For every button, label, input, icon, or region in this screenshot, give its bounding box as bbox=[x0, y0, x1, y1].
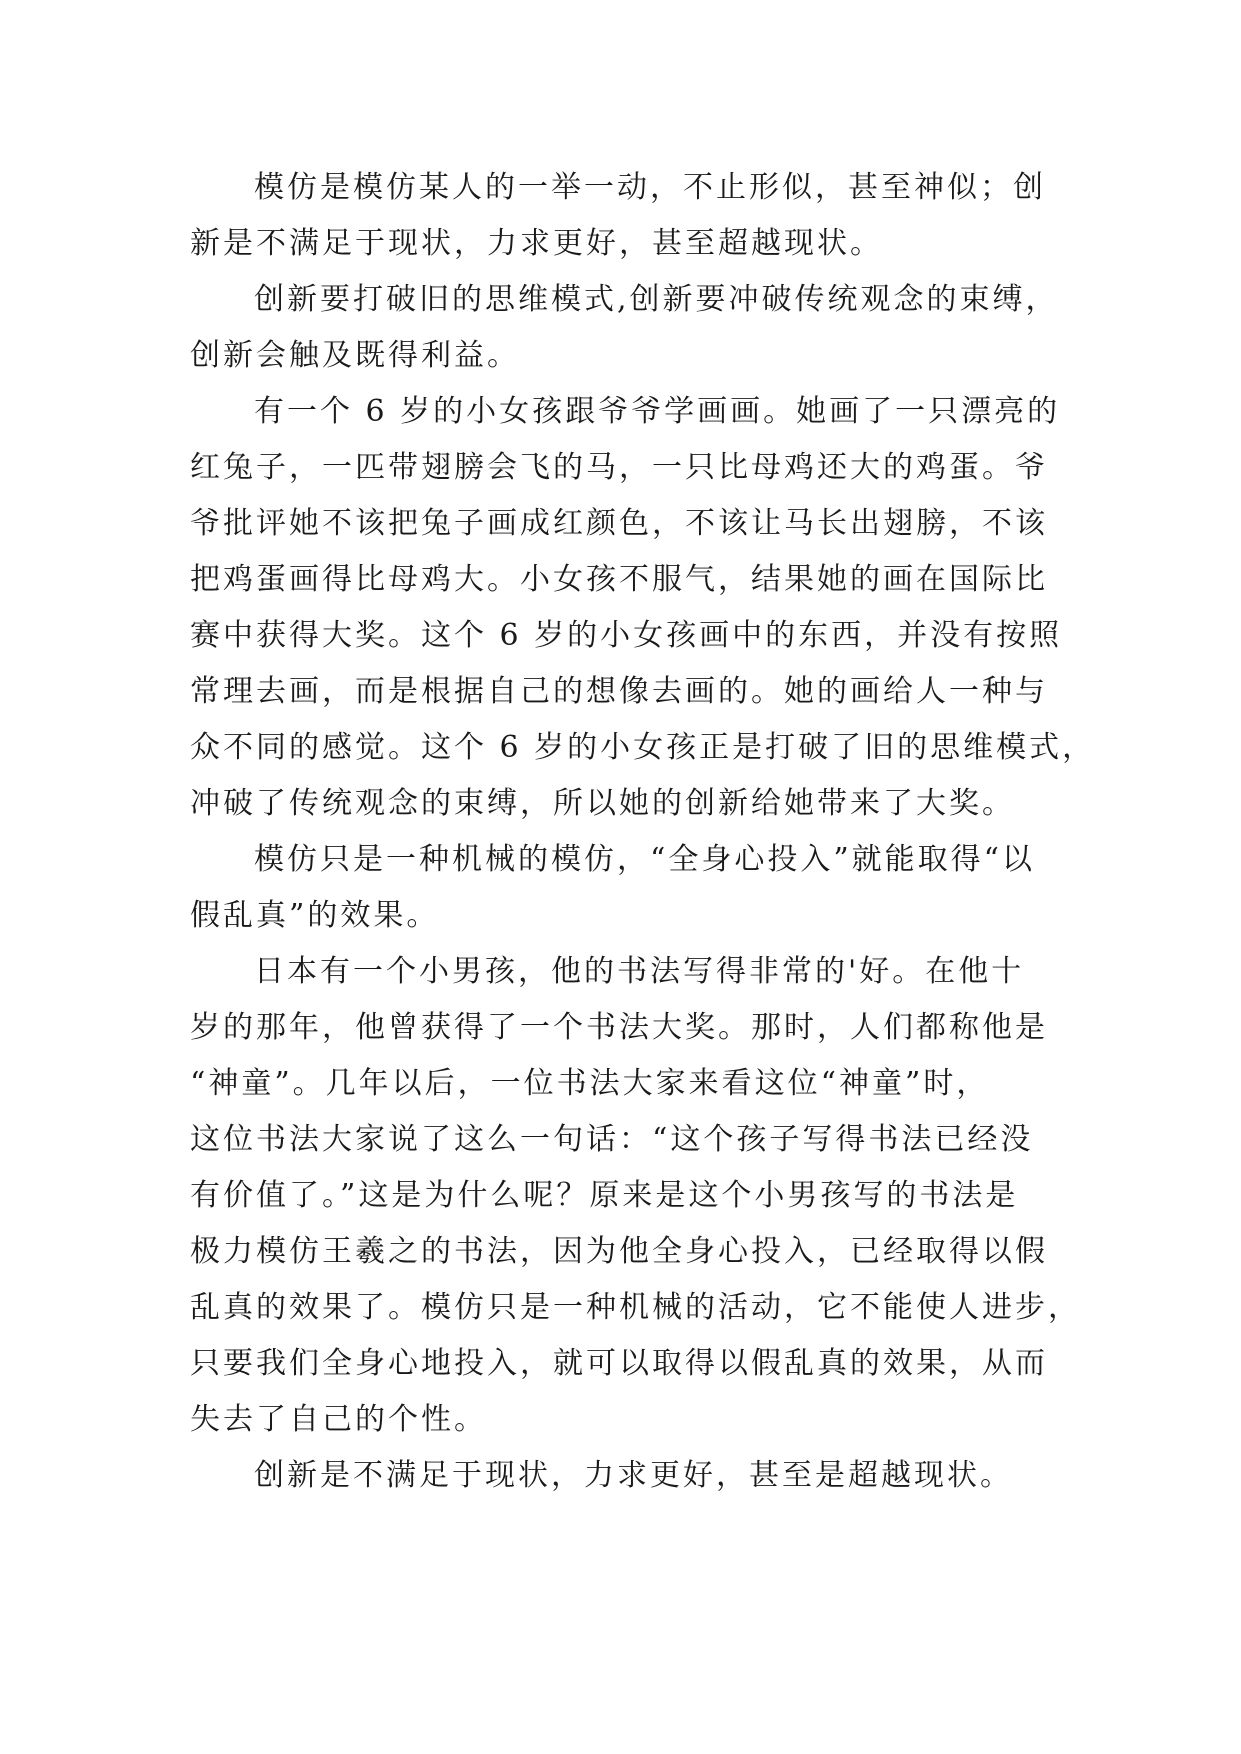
paragraph-2 bbox=[190, 272, 1059, 384]
text-line: 失去了自己的个性。 bbox=[190, 1402, 487, 1437]
paragraph-1 bbox=[190, 160, 1050, 272]
text-line: 新是不满足于现状，力求更好，甚至超越现状。 bbox=[190, 226, 883, 261]
text-line: 常理去画，而是根据自己的想像去画的。她的画给人一种与 bbox=[190, 674, 1048, 709]
text-line: 把鸡蛋画得比母鸡大。小女孩不服气，结果她的画在国际比 bbox=[190, 562, 1048, 597]
text-line: 爷批评她不该把兔子画成红颜色，不该让马长出翅膀，不该 bbox=[190, 506, 1048, 541]
text-line: 乱真的效果了。模仿只是一种机械的活动，它不能使人进步， bbox=[190, 1290, 1081, 1325]
text-line: “神童”。几年以后，一位书法大家来看这位“神童”时， bbox=[190, 1066, 990, 1101]
paragraph-4 bbox=[190, 832, 1050, 944]
text-line: 岁的那年，他曾获得了一个书法大奖。那时，人们都称他是 bbox=[190, 1010, 1048, 1045]
text-line: 赛中获得大奖。这个 6 岁的小女孩画中的东西，并没有按照 bbox=[190, 618, 1063, 653]
paragraph-5 bbox=[190, 944, 1081, 1448]
text-line: 模仿只是一种机械的模仿，“全身心投入”就能取得“以 bbox=[254, 842, 1036, 877]
paragraph-3 bbox=[190, 384, 1096, 832]
text-line: 这位书法大家说了这么一句话：“这个孩子写得书法已经没 bbox=[190, 1122, 1034, 1157]
text-line: 日本有一个小男孩，他的书法写得非常的'好。在他十 bbox=[254, 954, 1025, 989]
text-line: 冲破了传统观念的束缚，所以她的创新给她带来了大奖。 bbox=[190, 786, 1015, 821]
text-line: 有价值了。”这是为什么呢？原来是这个小男孩写的书法是 bbox=[190, 1178, 1019, 1213]
text-line: 假乱真”的效果。 bbox=[190, 898, 440, 933]
text-line: 只要我们全身心地投入，就可以取得以假乱真的效果，从而 bbox=[190, 1346, 1048, 1381]
text-line: 有一个 6 岁的小女孩跟爷爷学画画。她画了一只漂亮的 bbox=[254, 394, 1061, 429]
text-line: 红兔子，一匹带翅膀会飞的马，一只比母鸡还大的鸡蛋。爷 bbox=[190, 450, 1048, 485]
text-line: 极力模仿王羲之的书法，因为他全身心投入，已经取得以假 bbox=[190, 1234, 1048, 1269]
text-line: 众不同的感觉。这个 6 岁的小女孩正是打破了旧的思维模式， bbox=[190, 730, 1096, 765]
document-body bbox=[190, 160, 1096, 1504]
paragraph-6 bbox=[190, 1448, 1050, 1504]
text-line: 创新是不满足于现状，力求更好，甚至是超越现状。 bbox=[254, 1458, 1013, 1493]
text-line: 创新要打破旧的思维模式,创新要冲破传统观念的束缚， bbox=[254, 282, 1059, 317]
text-line: 模仿是模仿某人的一举一动，不止形似，甚至神似；创 bbox=[254, 170, 1046, 205]
text-line: 创新会触及既得利益。 bbox=[190, 338, 520, 373]
